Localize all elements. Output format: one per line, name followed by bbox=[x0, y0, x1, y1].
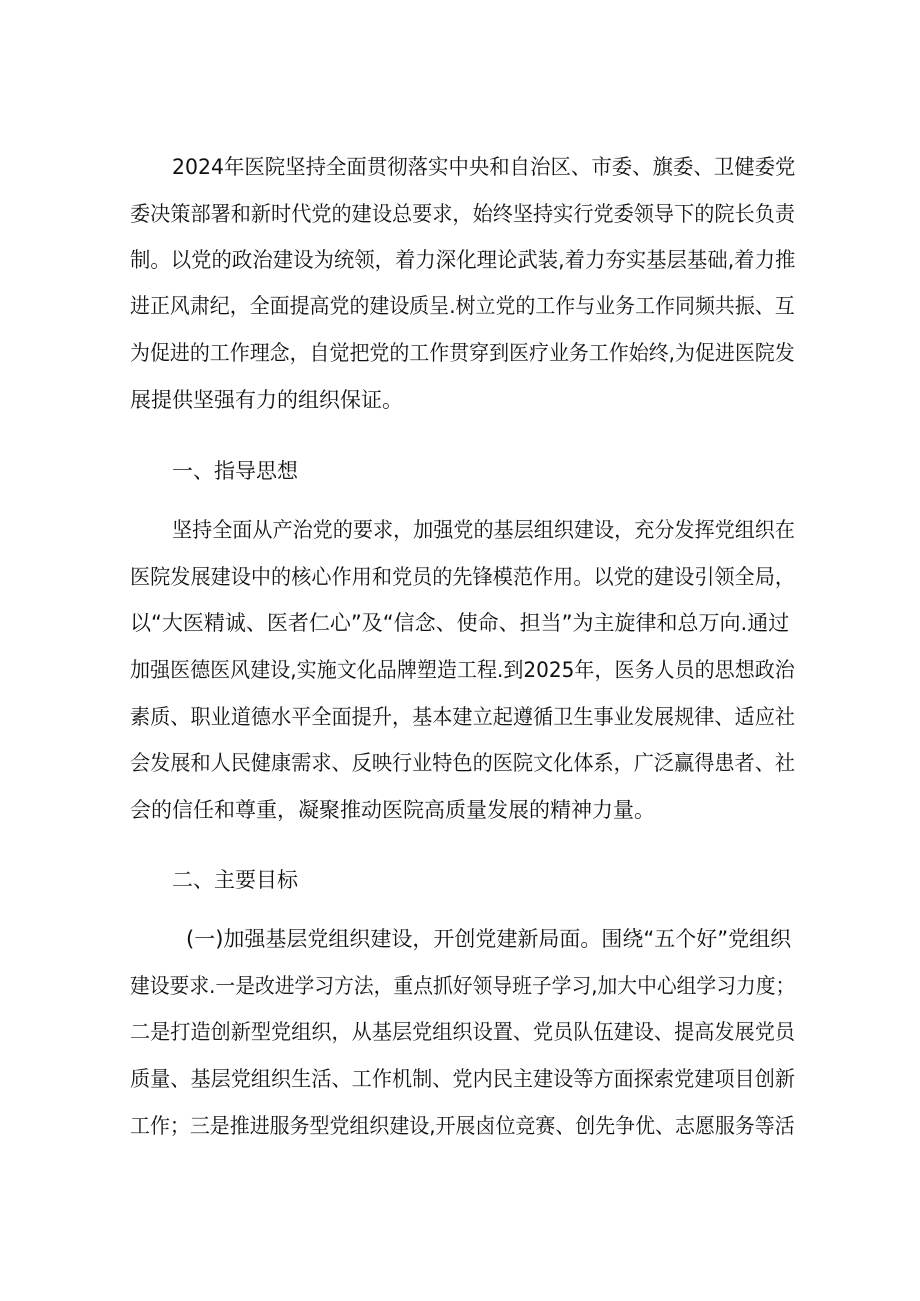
paragraph-line: 委决策部署和新时代党的建设总要求，始终坚持实行党委领导下的院长负责 bbox=[130, 202, 795, 226]
paragraph-line: 进正风肃纪，全面提高党的建设质呈.树立党的工作与业务工作同频共振、互 bbox=[130, 294, 795, 318]
section-heading-guiding-ideology: 一、指导思想 bbox=[172, 459, 298, 483]
paragraph-line: 质量、基层党组织生活、工作机制、党内民主建设等方面探索党建项目创新 bbox=[130, 1067, 795, 1091]
paragraph-line: 建设要求.一是改进学习方法，重点抓好领导班子学习,加大中心组学习力度； bbox=[130, 974, 796, 998]
paragraph-line: 医院发展建设中的核心作用和党员的先锋模范作用。以党的建设引领全局， bbox=[130, 565, 795, 589]
paragraph-line: 二是打造创新型党组织，从基层党组织设置、党员队伍建设、提高发展党员 bbox=[130, 1020, 795, 1044]
paragraph-line: 为促进的工作理念，自觉把党的工作贯穿到医疗业务工作始终,为促进医院发 bbox=[130, 341, 795, 365]
paragraph-line: 展提供坚强有力的组织保证。 bbox=[130, 388, 403, 412]
paragraph-line: 会发展和人民健康需求、反映行业特色的医院文化体系，广泛赢得患者、社 bbox=[130, 751, 795, 775]
paragraph-line: 素质、职业道德水平全面提升，基本建立起遵循卫生事业发展规律、适应社 bbox=[130, 705, 795, 729]
paragraph-line: 工作；三是推进服务型党组织建设,开展卤位竞赛、创先争优、志愿服务等活 bbox=[130, 1114, 795, 1138]
section-heading-main-goals: 二、主要目标 bbox=[172, 868, 298, 892]
paragraph-line: 以“大医精诚、医者仁心”及“信念、使命、担当”为主旋律和总万向.通过 bbox=[130, 611, 790, 635]
paragraph-line: (一)加强基层党组织建设，开创党建新局面。围绕“五个好”党组织 bbox=[186, 927, 792, 951]
paragraph-line: 加强医德医风建设,实施文化品牌塑造工程.到2025年，医务人员的思想政治 bbox=[130, 658, 795, 682]
paragraph-line: 坚持全面从产治党的要求，加强党的基层组织建设，充分发挥党组织在 bbox=[172, 518, 795, 542]
paragraph-line: 2024年医院坚持全面贯彻落实中央和自治区、市委、旗委、卫健委党 bbox=[172, 155, 796, 179]
paragraph-line: 会的信任和尊重，凝聚推动医院高质量发展的精神力量。 bbox=[130, 798, 655, 822]
paragraph-line: 制。以党的政治建设为统领，着力深化理论武装,着力夯实基层基础,着力推 bbox=[130, 248, 796, 272]
